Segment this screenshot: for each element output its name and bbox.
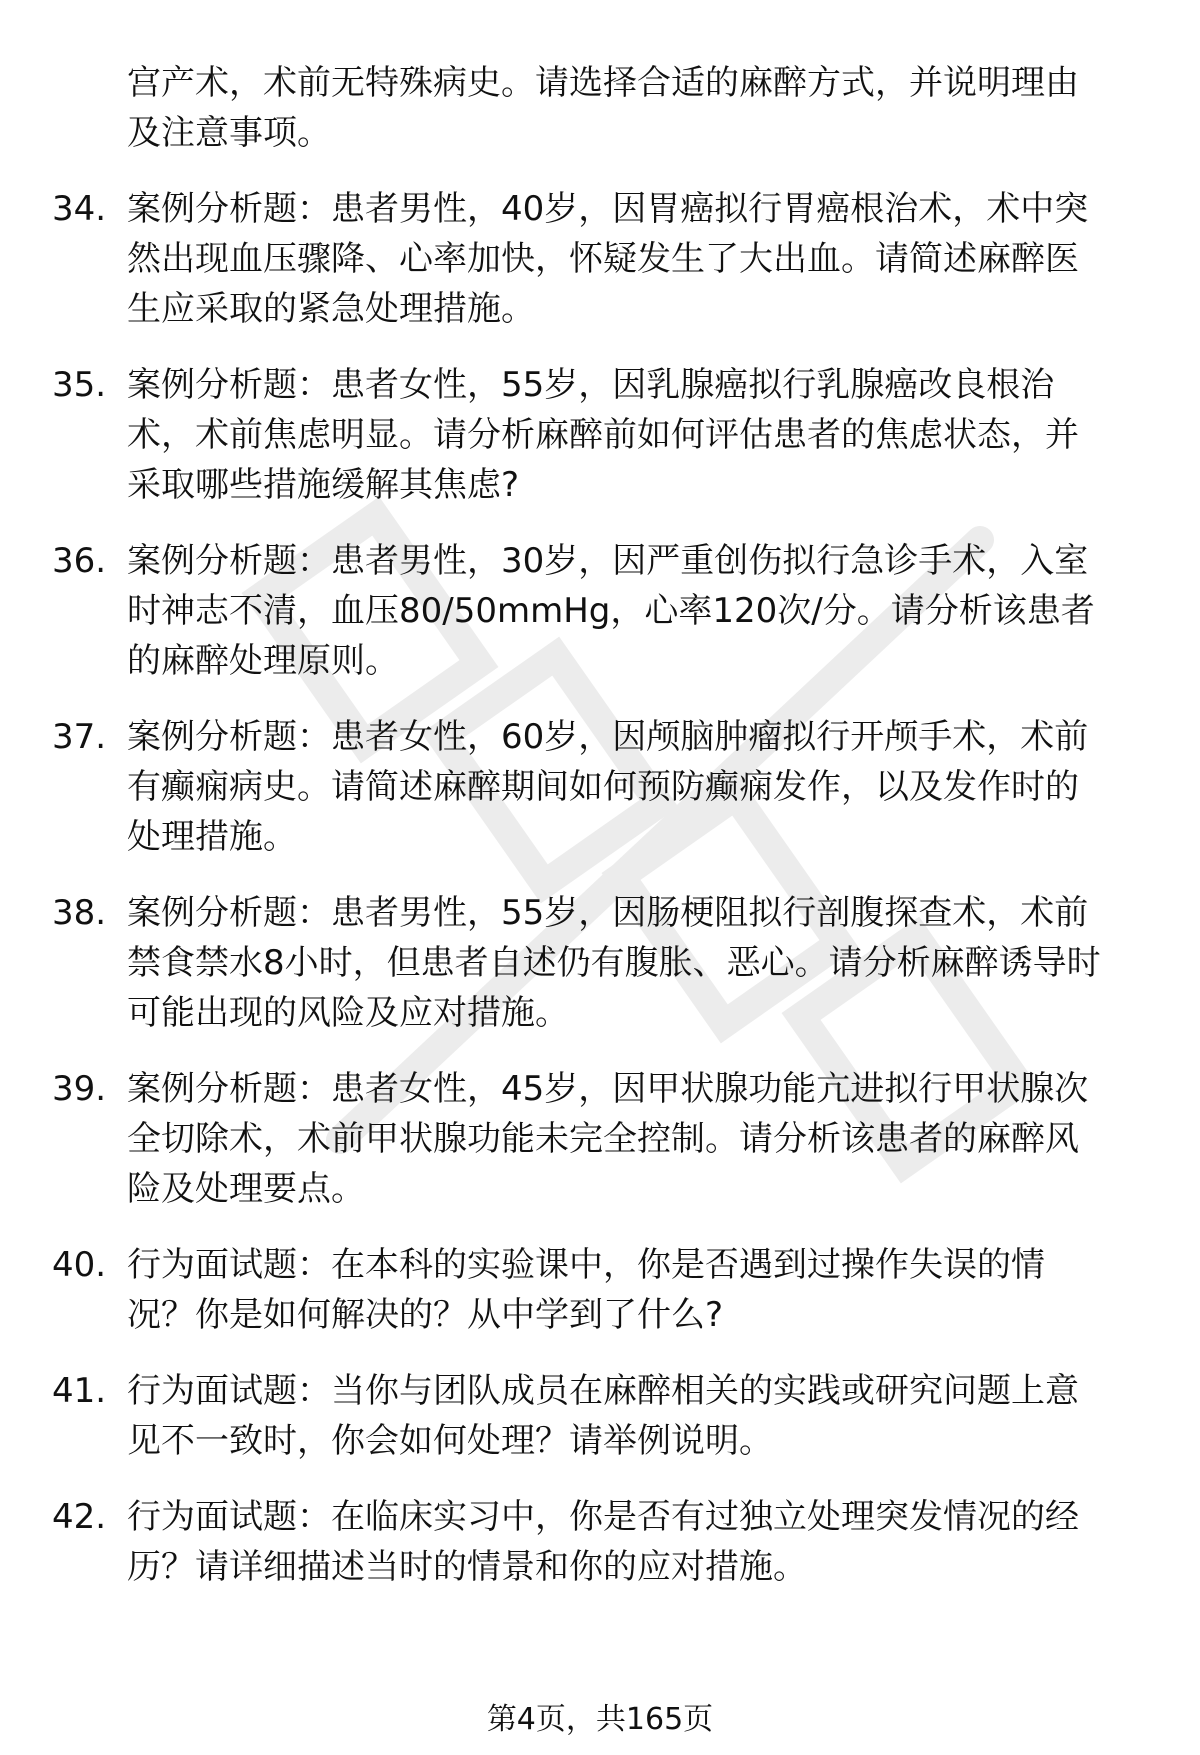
question-text: 案例分析题：患者女性，60岁，因颅脑肿瘤拟行开颅手术，术前 有癫痫病史。请简述麻醉期间如何预防癫痫发作，以及发作时的 处理措施。 <box>127 717 1089 857</box>
question-item-40 <box>0 1240 1200 1340</box>
question-text: 行为面试题：在本科的实验课中，你是否遇到过操作失误的情 况？你是如何解决的？从中学到了什么? <box>127 1245 1045 1335</box>
question-text: 案例分析题：患者男性，30岁，因严重创伤拟行急诊手术，入室 时神志不清，血压80/50mmHg，心率120次/分。请分析该患者 的麻醉处理原则。 <box>127 541 1095 681</box>
question-text: 行为面试题：在临床实习中，你是否有过独立处理突发情况的经 历？请详细描述当时的情景和你的应对措施。 <box>127 1497 1079 1587</box>
page-footer: 第4页，共165页 <box>486 1702 714 1737</box>
question-item-35 <box>0 360 1200 510</box>
question-number: 37. <box>52 717 107 757</box>
question-number: 35. <box>52 365 107 405</box>
question-list <box>0 58 1200 1618</box>
question-item-34 <box>0 184 1200 334</box>
question-number: 36. <box>52 541 107 581</box>
question-text: 案例分析题：患者女性，55岁，因乳腺癌拟行乳腺癌改良根治 术，术前焦虑明显。请分析麻醉前如何评估患者的焦虑状态，并 采取哪些措施缓解其焦虑? <box>127 365 1079 505</box>
question-number: 42. <box>52 1497 107 1537</box>
question-text: 案例分析题：患者男性，55岁，因肠梗阻拟行剖腹探查术，术前 禁食禁水8小时，但患者自述仍有腹胀、恶心。请分析麻醉诱导时 可能出现的风险及应对措施。 <box>127 893 1101 1033</box>
question-item-37 <box>0 712 1200 862</box>
question-item-39 <box>0 1064 1200 1214</box>
question-item-41 <box>0 1366 1200 1466</box>
question-number: 39. <box>52 1069 107 1109</box>
question-number: 34. <box>52 189 107 229</box>
question-text: 案例分析题：患者女性，45岁，因甲状腺功能亢进拟行甲状腺次 全切除术，术前甲状腺功能未完全控制。请分析该患者的麻醉风 险及处理要点。 <box>127 1069 1089 1209</box>
question-number: 40. <box>52 1245 107 1285</box>
question-item-42 <box>0 1492 1200 1592</box>
question-item-38 <box>0 888 1200 1038</box>
question-text: 案例分析题：患者男性，40岁，因胃癌拟行胃癌根治术，术中突 然出现血压骤降、心率加快，怀疑发生了大出血。请简述麻醉医 生应采取的紧急处理措施。 <box>127 189 1089 329</box>
question-number: 38. <box>52 893 107 933</box>
question-text: 宫产术，术前无特殊病史。请选择合适的麻醉方式，并说明理由 及注意事项。 <box>127 63 1079 153</box>
question-item-36 <box>0 536 1200 686</box>
question-text: 行为面试题：当你与团队成员在麻醉相关的实践或研究问题上意 见不一致时，你会如何处理？请举例说明。 <box>127 1371 1079 1461</box>
question-item-33-continued <box>0 58 1200 158</box>
question-number: 41. <box>52 1371 107 1411</box>
